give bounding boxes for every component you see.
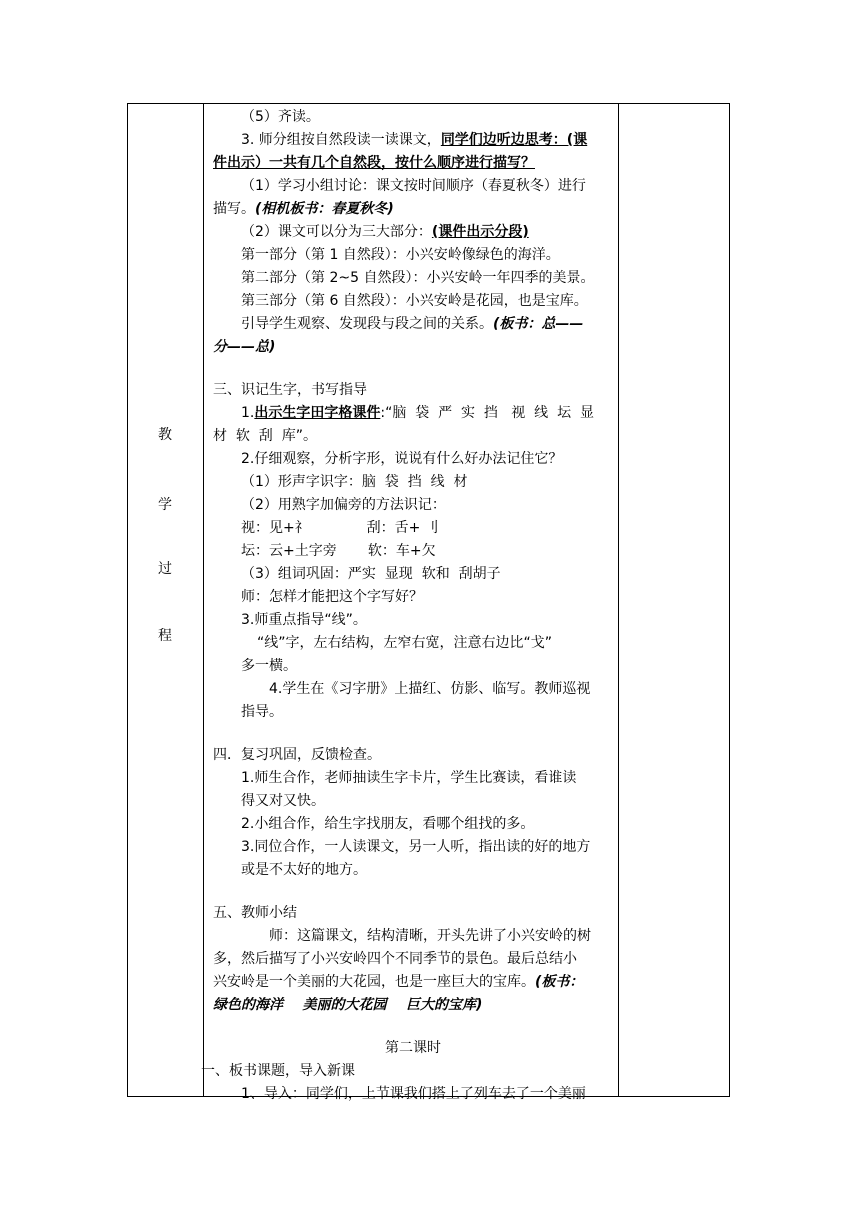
lesson-period-heading: 第二课时 [385,1040,441,1056]
side-label-char: 过 [158,561,172,577]
text-span: （2）课文可以分为三大部分： [241,224,432,240]
text-line: 坛：云+土字旁 软：车+欠 [241,543,436,559]
text-line: 3.同位合作，一人读课文，另一人听，指出读的好的地方 [241,839,591,855]
text-line: “线”字，左右结构，左窄右宽，注意右边比“戈” [257,635,553,651]
text-line: 指导。 [241,704,283,720]
text-line: （5）齐读。 [241,109,320,125]
section-heading: 四．复习巩固，反馈检查。 [213,747,381,763]
text-line: （2）用熟字加偏旁的方法识记： [241,497,446,513]
text-line: 或是不太好的地方。 [241,862,367,878]
underlined-bold-span: 同学们边听边思考：(课 [440,132,588,148]
text-line [213,971,613,994]
text-line [213,402,613,425]
text-line: 多，然后描写了小兴安岭四个不同季节的景色。最后总结小 [213,951,577,967]
section-heading: 一、板书课题，导入新课 [201,1063,355,1079]
text-span: 3. 师分组按自然段读一读课文， [241,132,441,148]
text-line: 1.师生合作，老师抽读生字卡片，学生比赛读，看谁读 [241,770,577,786]
underlined-bold-span: 出示生字田字格课件 [254,405,381,421]
side-label-char: 程 [158,628,172,644]
text-line: 第三部分（第 6 自然段）：小兴安岭是花园，也是宝库。 [241,293,588,309]
section-heading: 三、识记生字，书写指导 [213,382,367,398]
text-line [213,221,613,244]
text-span: :“脑 袋 严 实 挡 视 线 坛 显 [380,405,594,421]
underlined-bold-span: (课件出示分段) [431,224,529,240]
text-line: 得又对又快。 [241,793,325,809]
text-line: （1）学习小组讨论：课文按时间顺序（春夏秋冬）进行 [241,178,586,194]
text-span: 兴安岭是一个美丽的大花园，也是一座巨大的宝库。 [213,974,535,990]
board-note-span: (相机板书：春夏秋冬) [255,201,394,217]
text-line: 材 软 刮 库”。 [213,428,317,444]
text-line: 师：这篇课文，结构清晰，开头先讲了小兴安岭的树 [269,928,591,944]
side-label-char: 教 [158,427,172,443]
text-line [213,313,613,336]
table-left-border [127,103,128,1097]
text-line [213,129,613,152]
text-line: 绿色的海洋 美丽的大花园 巨大的宝库) [213,997,483,1013]
text-span: 描写。 [213,201,255,217]
text-line: （3）组词巩固：严实 显现 软和 刮胡子 [241,566,501,582]
text-line: 2.仔细观察，分析字形，说说有什么好办法记住它？ [241,451,563,467]
text-span: 1. [241,405,255,421]
table-right-border [729,103,730,1097]
text-line: （1）形声字识字：脑 袋 挡 线 材 [241,474,468,490]
table-top-border [127,103,730,104]
text-span: 引导学生观察、发现段与段之间的关系。 [241,316,493,332]
board-note-span: (板书： [535,974,584,990]
lesson-content [201,106,613,1106]
text-line: 1、导入：同学们，上节课我们搭上了列车去了一个美丽 [241,1086,586,1102]
text-line: 多一横。 [241,658,297,674]
text-line: 2.小组合作，给生字找朋友，看哪个组找的多。 [241,816,535,832]
text-line: 第一部分（第 1 自然段）：小兴安岭像绿色的海洋。 [241,247,560,263]
section-heading: 五、教师小结 [213,905,297,921]
table-col-divider-2 [618,103,619,1097]
text-line: 分——总) [213,339,276,355]
text-line: 4.学生在《习字册》上描红、仿影、临写。教师巡视 [269,681,591,697]
table-col-divider-1 [203,103,204,1097]
board-note-span: (板书：总—— [493,316,584,332]
text-line: 件出示）一共有几个自然段，按什么顺序进行描写？ [213,155,535,171]
text-line: 第二部分（第 2~5 自然段）：小兴安岭一年四季的美景。 [241,270,595,286]
text-line [213,198,613,221]
side-label-char: 学 [158,497,172,513]
text-line: 视：见+礻 刮：舌+ 刂 [241,520,439,536]
text-line: 师：怎样才能把这个字写好？ [241,589,423,605]
text-line: 3.师重点指导“线”。 [241,612,367,628]
